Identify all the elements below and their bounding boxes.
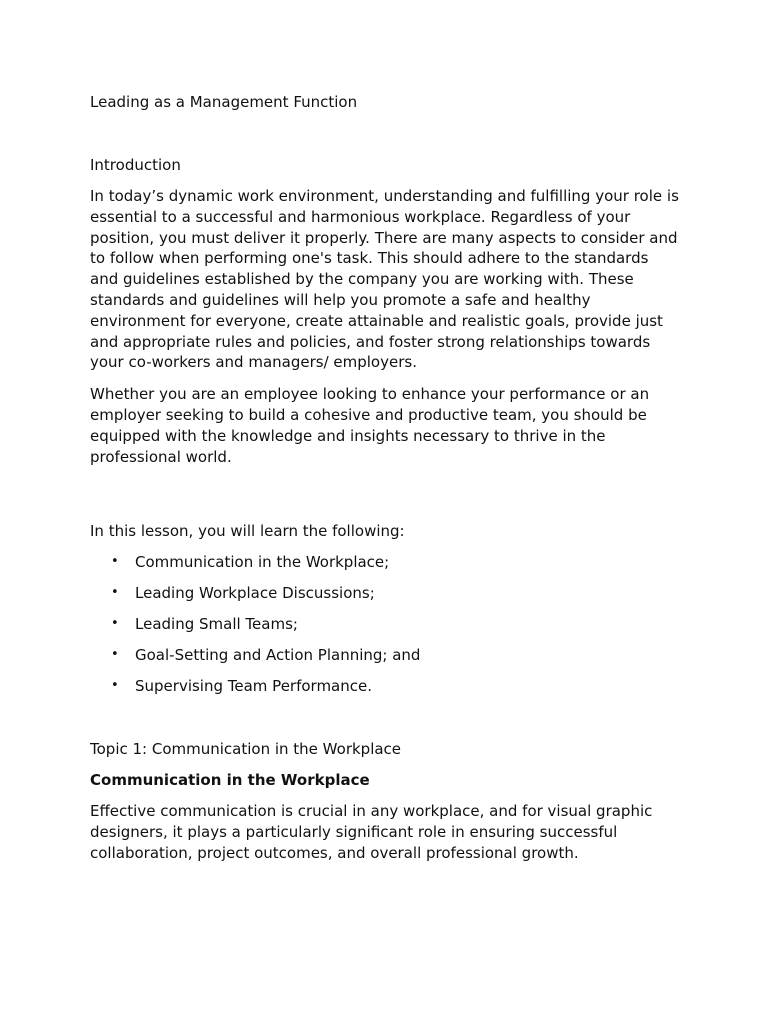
list-item xyxy=(90,552,680,572)
bullet-icon: • xyxy=(111,585,119,601)
bullet-icon: • xyxy=(111,554,119,570)
list-item-text: Communication in the Workplace; xyxy=(135,553,390,572)
document-title: Leading as a Management Function xyxy=(90,93,358,111)
list-item xyxy=(90,614,680,634)
lesson-list xyxy=(90,552,680,696)
spacer xyxy=(90,478,680,521)
topic-paragraph: Effective communication is crucial in any workplace, and for visual graphic designers, it plays a particularly significant role in ensuring successful collaboration, project outcomes, and overall professional growth. xyxy=(90,802,653,862)
list-item-text: Goal-Setting and Action Planning; and xyxy=(135,646,421,665)
spacer xyxy=(90,707,680,739)
list-item-text: Leading Small Teams; xyxy=(135,615,298,634)
intro-paragraph-2: Whether you are an employee looking to enhance your performance or an employer seeking to build a cohesive and productive team, you should be equipped with the knowledge and insights necessary to thrive in the professional world. xyxy=(90,385,650,466)
spacer xyxy=(90,112,680,155)
list-item xyxy=(90,645,680,665)
list-item-text: Leading Workplace Discussions; xyxy=(135,584,375,603)
bullet-icon: • xyxy=(111,647,119,663)
list-item-text: Supervising Team Performance. xyxy=(135,677,373,696)
bullet-icon: • xyxy=(111,616,119,632)
topic-title: Topic 1: Communication in the Workplace xyxy=(90,740,402,759)
topic-heading: Communication in the Workplace xyxy=(90,771,370,790)
lesson-intro: In this lesson, you will learn the following: xyxy=(90,522,405,541)
introduction-heading: Introduction xyxy=(90,156,181,174)
list-item xyxy=(90,583,680,603)
document-body xyxy=(90,92,680,875)
bullet-icon: • xyxy=(111,678,119,694)
intro-paragraph-1: In today’s dynamic work environment, understanding and fulfilling your role is essential to a successful and harmonious workplace. Regardless of your position, you must deliver it properly. There are many aspects to consider and to follow when performing one's task. This should adhere to the standards and guidelines established by the company you are working with. These standards and guidelines will help you promote a safe and healthy environment for everyone, create attainable and realistic goals, provide just and appropriate rules and policies, and foster strong relationships towards your co-workers and managers/ employers. xyxy=(90,187,679,372)
list-item xyxy=(90,676,680,696)
